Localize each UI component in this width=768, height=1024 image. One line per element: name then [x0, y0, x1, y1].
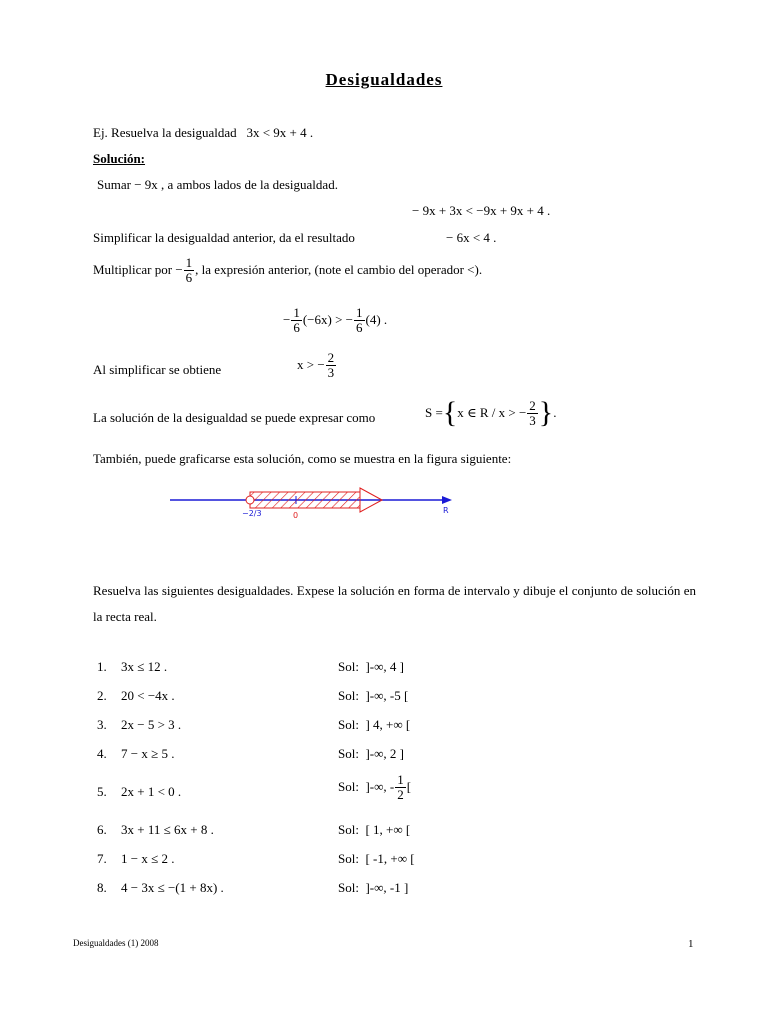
step4-fraction [326, 351, 337, 379]
exercise-number: 5. [97, 784, 107, 799]
sol-label: Sol: [338, 851, 359, 866]
exercise-solution [338, 851, 415, 867]
exercise-number: 4. [97, 746, 107, 761]
step3-expr-frac-1 [291, 306, 302, 334]
sol-label: Sol: [338, 822, 359, 837]
label-zero: 0 [293, 511, 299, 520]
step3-expr-num-1: 1 [293, 305, 300, 320]
footer-left: Desigualdades (1) 2008 [73, 938, 159, 948]
solution-interval [250, 492, 360, 508]
left-brace: { [442, 396, 458, 429]
step5-lhs: S = [425, 405, 443, 420]
example-prompt: Ej. Resuelva la desigualdad [93, 125, 237, 140]
sol-label: Sol: [338, 717, 359, 732]
right-brace: } [538, 396, 554, 429]
sol-value: ]-∞, - [365, 779, 395, 795]
step3-expression [283, 306, 387, 334]
step3-expr-den-1: 6 [293, 319, 300, 335]
sol-num: 1 [397, 772, 404, 787]
step3-expr-middle: (−6x) > − [302, 312, 353, 328]
step3-rest: , la expresión anterior, (note el cambio del operador <). [195, 262, 483, 278]
exercise-solution [338, 773, 411, 801]
step5-text: La solución de la desigualdad se puede expresar como [93, 410, 376, 425]
exercise-expression: 1 − x ≤ 2 . [121, 851, 175, 866]
exercise-number: 7. [97, 851, 107, 866]
step5-inner: x ∈ R / x > − [457, 405, 527, 420]
sol-value: ]-∞, -5 [ [365, 688, 409, 703]
step1-text: Sumar [97, 177, 131, 192]
step3-line [93, 256, 482, 284]
exercise-expression: 2x − 5 > 3 . [121, 717, 182, 732]
step1-rest: , a ambos lados de la desigualdad. [161, 177, 338, 192]
step4-den: 3 [327, 364, 335, 380]
step3-fraction [184, 256, 195, 284]
exercise-number: 3. [97, 717, 107, 732]
sol-label: Sol: [338, 688, 359, 703]
step3-expr-frac-2 [354, 306, 365, 334]
step2-text: Simplificar la desigualdad anterior, da el resultado [93, 230, 355, 245]
exercises-intro: Resuelva las siguientes desigualdades. Expese la solución en forma de intervalo y dibuje el conjunto de solución en la recta real. [93, 583, 696, 624]
step4-text: Al simplificar se obtiene [93, 362, 222, 377]
step1-result: − 9x + 3x < −9x + 9x + 4 . [412, 203, 551, 218]
exercise-number: 8. [97, 880, 107, 895]
step3-minus: − [175, 262, 183, 278]
step4-result [297, 351, 337, 379]
exercise-solution [338, 688, 408, 704]
exercise-expression: 4 − 3x ≤ −(1 + 8x) . [121, 880, 224, 895]
step3-expr-den-2: 6 [356, 319, 363, 335]
exercise-expression: 7 − x ≥ 5 . [121, 746, 175, 761]
step3-text: Multiplicar por [93, 262, 173, 278]
sol-value: ]-∞, -1 ] [365, 880, 409, 895]
sol-bracket: [ [406, 779, 412, 795]
step3-den: 6 [185, 269, 193, 285]
step3-expr-minus: − [283, 312, 291, 328]
step3-expr-num-2: 1 [356, 305, 363, 320]
step5-num: 2 [529, 397, 536, 413]
page-title: Desigualdades [325, 70, 443, 89]
sol-value: ] 4, +∞ [ [365, 717, 411, 732]
sol-value: ]-∞, 2 ] [365, 746, 404, 761]
exercise-number: 1. [97, 659, 107, 674]
step5-end: . [553, 405, 557, 420]
step5-fraction [527, 399, 538, 427]
exercise-solution [338, 822, 410, 838]
sol-fraction [395, 773, 406, 801]
exercise-solution [338, 880, 408, 896]
step3-expr-end: (4) . [365, 312, 388, 328]
step5-set [425, 398, 556, 428]
sol-label: Sol: [338, 779, 359, 795]
sol-label: Sol: [338, 746, 359, 761]
example-statement [93, 125, 313, 141]
exercise-number: 6. [97, 822, 107, 837]
exercise-solution [338, 746, 404, 762]
step4-lhs: x > − [297, 357, 325, 373]
exercise-solution [338, 659, 404, 675]
exercise-expression: 2x + 1 < 0 . [121, 784, 182, 799]
sol-value: [ 1, +∞ [ [365, 822, 411, 837]
sol-label: Sol: [338, 880, 359, 895]
number-line-figure [160, 484, 460, 520]
step3-num: 1 [185, 255, 193, 270]
label-r: R [443, 506, 449, 515]
sol-den: 2 [397, 786, 404, 802]
sol-value: ]-∞, 4 ] [365, 659, 404, 674]
exercise-number: 2. [97, 688, 107, 703]
exercise-solution [338, 717, 410, 733]
step5-den: 3 [529, 412, 536, 428]
sol-label: Sol: [338, 659, 359, 674]
page-number: 1 [688, 938, 694, 950]
exercise-expression: 3x ≤ 12 . [121, 659, 168, 674]
axis-arrow-icon [442, 496, 452, 504]
step2-result: − 6x < 4 . [446, 230, 497, 245]
graph-text: También, puede graficarse esta solución, como se muestra en la figura siguiente: [93, 451, 512, 466]
step1-line [97, 177, 338, 193]
example-inequality: 3x < 9x + 4 . [246, 125, 314, 140]
exercise-expression: 3x + 11 ≤ 6x + 8 . [121, 822, 214, 837]
open-endpoint-icon [246, 496, 254, 504]
step4-num: 2 [327, 350, 335, 365]
sol-value: [ -1, +∞ [ [365, 851, 415, 866]
step1-term: − 9x [134, 177, 158, 192]
exercise-expression: 20 < −4x . [121, 688, 175, 703]
solution-label: Solución: [93, 151, 146, 166]
label-minus-two-thirds: −2/3 [242, 509, 262, 518]
